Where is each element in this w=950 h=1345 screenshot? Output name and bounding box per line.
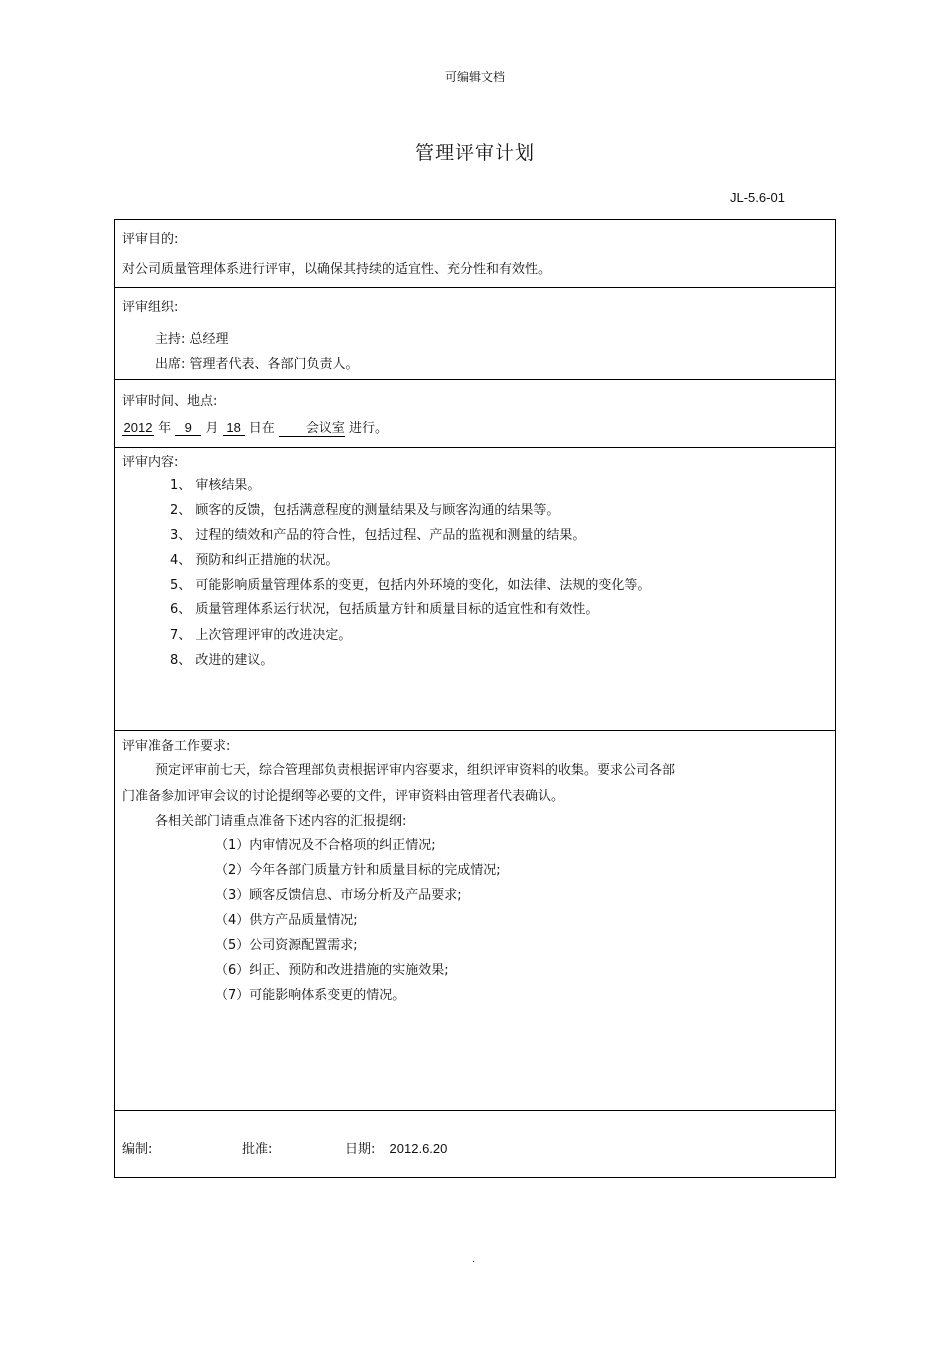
review-month: 9 xyxy=(175,421,201,436)
review-year: 2012 xyxy=(123,420,153,435)
list-item: （7）可能影响体系变更的情况。 xyxy=(215,988,406,1003)
list-item: 8、 改进的建议。 xyxy=(170,653,274,668)
content-section xyxy=(115,448,835,731)
month-unit: 月 xyxy=(205,421,219,436)
document-code: JL-5.6-01 xyxy=(730,190,785,205)
organization-section xyxy=(115,288,835,380)
host-label: 主持: xyxy=(155,332,186,347)
preparation-paragraph-line: 门准备参加评审会议的讨论提纲等必要的文件，评审资料由管理者代表确认。 xyxy=(122,789,565,804)
attendees-row xyxy=(155,353,359,372)
approved-by-label: 批准: xyxy=(242,1142,273,1157)
footer-mark: . xyxy=(472,1254,476,1265)
list-item: （2）今年各部门质量方针和质量目标的完成情况; xyxy=(215,863,501,878)
content-label: 评审内容: xyxy=(122,455,179,470)
list-item: 2、 顾客的反馈，包括满意程度的测量结果及与顾客沟通的结果等。 xyxy=(170,503,560,518)
date-value: 2012.6.20 xyxy=(389,1141,448,1156)
purpose-text: 对公司质量管理体系进行评审，以确保其持续的适宜性、充分性和有效性。 xyxy=(122,262,552,277)
list-item: 7、 上次管理评审的改进决定。 xyxy=(170,628,352,643)
document-title: 管理评审计划 xyxy=(414,142,535,164)
list-item: （5）公司资源配置需求; xyxy=(215,938,358,953)
time-place-label: 评审时间、地点: xyxy=(122,394,218,409)
list-item: 4、 预防和纠正措施的状况。 xyxy=(170,553,339,568)
list-item: 3、 过程的绩效和产品的符合性，包括过程、产品的监视和测量的结果。 xyxy=(170,528,586,543)
review-day: 18 xyxy=(223,421,245,436)
review-plan-form xyxy=(114,219,836,1178)
time-place-section xyxy=(115,380,835,448)
list-item: （3）顾客反馈信息、市场分析及产品要求; xyxy=(215,888,462,903)
review-place: 会议室 xyxy=(279,422,345,437)
day-unit: 日在 xyxy=(248,421,275,436)
place-suffix: 进行。 xyxy=(349,421,389,436)
date-label: 日期: xyxy=(345,1142,376,1157)
prepared-by-label: 编制: xyxy=(122,1142,153,1157)
attendees-value: 管理者代表、各部门负责人。 xyxy=(189,357,359,372)
signoff-section xyxy=(115,1111,835,1177)
date-row xyxy=(345,1138,447,1157)
list-item: 1、 审核结果。 xyxy=(170,478,261,493)
preparation-instruction: 各相关部门请重点准备下述内容的汇报提纲: xyxy=(155,814,407,829)
list-item: 5、 可能影响质量管理体系的变更，包括内外环境的变化，如法律、法规的变化等。 xyxy=(170,578,651,593)
host-row xyxy=(155,328,229,347)
list-item: 6、 质量管理体系运行状况，包括质量方针和质量目标的适宜性和有效性。 xyxy=(170,602,599,617)
header-note: 可编辑文档 xyxy=(444,70,505,84)
list-item: （4）供方产品质量情况; xyxy=(215,913,358,928)
purpose-label: 评审目的: xyxy=(122,232,179,247)
preparation-paragraph-line: 预定评审前七天，综合管理部负责根据评审内容要求，组织评审资料的收集。要求公司各部 xyxy=(155,763,676,778)
list-item: （1）内审情况及不合格项的纠正情况; xyxy=(215,838,436,853)
preparation-label: 评审准备工作要求: xyxy=(122,739,231,754)
organization-label: 评审组织: xyxy=(122,300,179,315)
time-place-row xyxy=(122,417,388,437)
year-unit: 年 xyxy=(158,421,172,436)
preparation-section xyxy=(115,731,835,1111)
attendees-label: 出席: xyxy=(155,357,186,372)
list-item: （6）纠正、预防和改进措施的实施效果; xyxy=(215,963,449,978)
purpose-section xyxy=(115,220,835,288)
host-value: 总经理 xyxy=(189,332,229,347)
